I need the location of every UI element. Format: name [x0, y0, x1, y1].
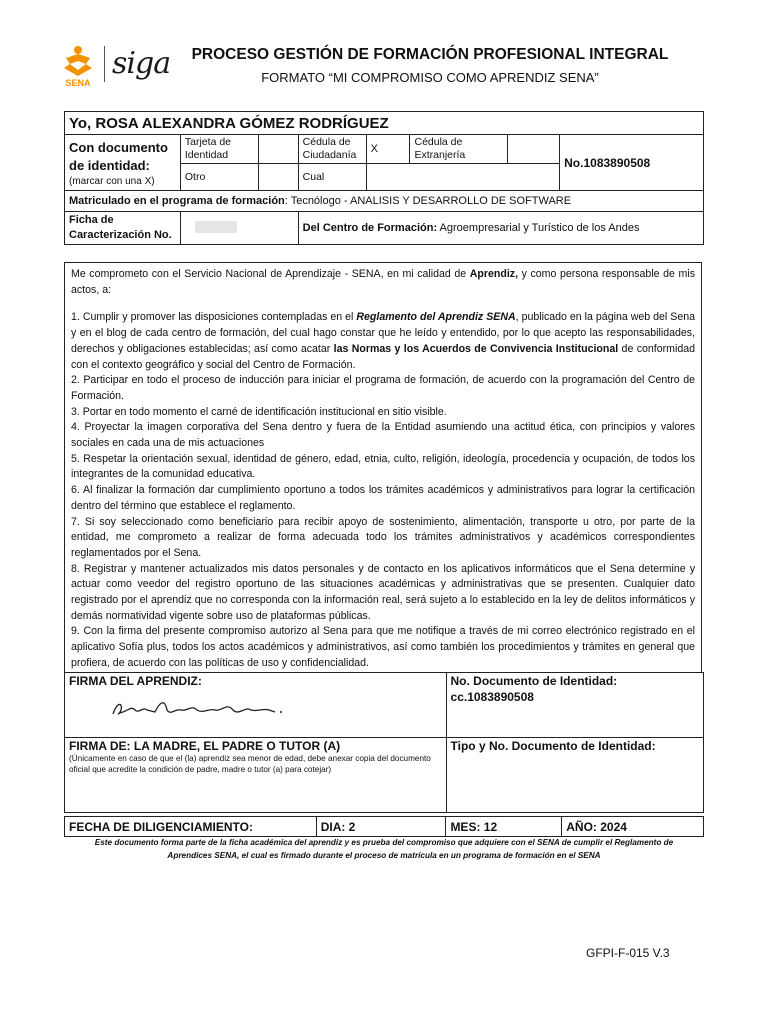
sena-logo	[58, 44, 98, 88]
program-row: Matriculado en el programa de formación: Tecnólogo - ANALISIS Y DESARROLLO DE SOFTWARE	[65, 191, 704, 212]
tutor-signature-cell[interactable]	[65, 738, 447, 813]
commitment-item-1: 1. Cumplir y promover las disposiciones contempladas en el Reglamento del Aprendiz SENA, publicado en la página web del Sena y en el blog de cada centro de formación, del cual hago constar que he leído y entendido, por lo que acepto las responsabilidades, derechos y obligaciones establecidas; así como acatar las Normas y los Acuerdos de Convivencia Institucional de conformidad con el contexto geográfico y social del Centro de Formación.	[71, 311, 695, 371]
commitment-item-7: 7. Si soy seleccionado como beneficiario para recibir apoyo de sostenimiento, alimentación, transporte u otro, por parte de la entidad, me comprometo a realizar de forma adecuada todo los trámites administrativos y académicos correspondientes reglamentados por el Sena.	[71, 515, 695, 559]
centro-row: Del Centro de Formación: Agroempresarial y Turístico de los Andes	[298, 212, 703, 245]
student-signature-label: FIRMA DEL APRENDIZ:	[69, 674, 202, 688]
checkbox-cedula-ciudadania[interactable]: X	[366, 135, 410, 164]
doc-type-label: Con documento de identidad: (marcar con una X)	[65, 135, 181, 191]
date-day: DIA: 2	[316, 817, 446, 837]
date-label: FECHA DE DILIGENCIAMIENTO:	[65, 817, 317, 837]
commitment-item-4: 4. Proyectar la imagen corporativa del Sena dentro y fuera de la Entidad asumiendo una actitud ética, con principios y valores sociales en cada una de mis actuaciones	[71, 421, 695, 450]
footer-note: Este documento forma parte de la ficha académica del aprendiz y es prueba del compromiso que adquiere con el SENA de cumplir el Reglamento de Aprendices SENA, el cual es firmado durante el proceso de matrícula en un programa de formación en el SENA	[94, 838, 674, 860]
date-table	[64, 816, 704, 837]
document-code: GFPI-F-015 V.3	[586, 946, 670, 960]
tutor-signature-label: FIRMA DE: LA MADRE, EL PADRE O TUTOR (A)	[69, 739, 341, 753]
logo-divider	[104, 46, 105, 82]
identity-table	[64, 111, 704, 245]
sena-logo-text: SENA	[65, 78, 91, 88]
page-title: PROCESO GESTIÓN DE FORMACIÓN PROFESIONAL INTEGRAL	[191, 46, 669, 63]
commitment-item-6: 6. Al finalizar la formación dar cumplimiento oportuno a todos los trámites académicos y administrativos para lograr la certificación dentro del término que establece el reglamento.	[71, 484, 695, 512]
option-otro: Otro	[180, 164, 258, 191]
tutor-doc-label: Tipo y No. Documento de Identidad:	[446, 738, 703, 813]
commitment-text	[64, 262, 702, 672]
option-cedula-ciudadania: Cédula de Ciudadanía	[298, 135, 366, 164]
checkbox-otro[interactable]	[258, 164, 298, 191]
commitment-item-8: 8. Registrar y mantener actualizados mis datos personales y de contacto en los aplicativos informáticos que el Sena determine y actuar como veedor del registro oportuno de las situaciones académicas y administrativas que se presenten. Cualquier dato registrado por el aprendiz que no corresponda con la información real, será sujeto a lo establecido en la ley de delitos informáticos y demás normatividad vigente sobre uso de plataformas públicas.	[71, 562, 695, 622]
student-doc-label: No. Documento de Identidad:	[450, 674, 618, 688]
doc-number: No.1083890508	[560, 135, 704, 191]
date-year: AÑO: 2024	[562, 817, 704, 837]
checkbox-cedula-extranjeria[interactable]	[508, 135, 560, 164]
redacted-box	[195, 221, 237, 233]
checkbox-tarjeta[interactable]	[258, 135, 298, 164]
ficha-label: Ficha de Caracterización No.	[65, 212, 181, 245]
date-month: MES: 12	[446, 817, 562, 837]
field-cual[interactable]	[366, 164, 560, 191]
option-cedula-extranjeria: Cédula de Extranjería	[410, 135, 508, 164]
student-name-line: Yo, ROSA ALEXANDRA GÓMEZ RODRÍGUEZ	[65, 112, 704, 135]
tutor-note: (Únicamente en caso de que el (la) aprendiz sea menor de edad, debe anexar copia del documento oficial que acredite la condición de padre, madre o tutor (a) para cotejar)	[69, 754, 431, 774]
student-doc-cell	[446, 673, 703, 738]
commitment-item-2: 2. Participar en todo el proceso de inducción para iniciar el programa de formación, de acuerdo con la programación del Centro de Formación.	[71, 374, 695, 402]
student-doc-value: cc.1083890508	[450, 690, 534, 704]
page-subtitle: FORMATO “MI COMPROMISO COMO APRENDIZ SENA”	[261, 70, 599, 85]
ficha-value	[180, 212, 298, 245]
commitment-item-9: 9. Con la firma del presente compromiso autorizo al Sena para que me notifique a través de mi correo electrónico registrado en el aplicativo Sofía plus, todos los actos académicos y administrativos, así como también los procedimientos y trámites en general que profiera, de acuerdo con las políticas de uso y confidencialidad.	[71, 625, 695, 669]
signature-table	[64, 672, 704, 813]
option-tarjeta: Tarjeta de Identidad	[180, 135, 258, 164]
commitment-item-5: 5. Respetar la orientación sexual, identidad de género, edad, etnia, culto, religión, ideología, procedencia y ocupación, de todos los integrantes de la comunidad educativa.	[71, 452, 695, 481]
commitment-intro: Me comprometo con el Servicio Nacional de Aprendizaje - SENA, en mi calidad de Aprendiz, y como persona responsable de mis actos, a:	[71, 268, 695, 296]
commitment-item-3: 3. Portar en todo momento el carné de identificación institucional en sitio visible.	[71, 405, 447, 418]
option-cual: Cual	[298, 164, 366, 191]
student-signature-cell[interactable]	[65, 673, 447, 738]
siga-logo: siga	[112, 46, 171, 81]
student-signature	[109, 692, 289, 722]
